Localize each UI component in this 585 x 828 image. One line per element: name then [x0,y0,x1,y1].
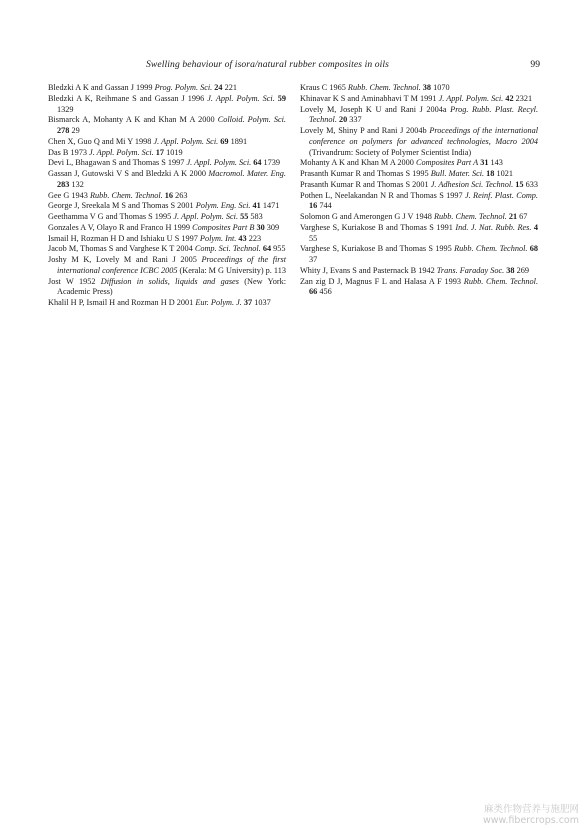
reference-booktitle: Proceedings of the first international conference ICBC 2005 [57,255,287,275]
reference-volume: 4 [533,222,539,232]
reference-pages: 132 [71,179,84,189]
reference-pages: 1739 [263,158,281,168]
reference-pages: 1471 [262,201,280,211]
watermark-text: 麻类作物营养与施肥网 [483,804,579,815]
reference-volume: 64 [262,244,272,254]
reference-pages: 744 [319,201,332,211]
reference-journal: J. Appl. Polym. Sci. [438,93,504,103]
watermark-url: www.fibercrops.com [482,815,579,826]
reference-item [48,191,286,202]
reference-journal: Composites Part A [415,158,479,168]
reference-pages: 269 [516,265,529,275]
reference-journal: Rubb. Chem. Technol. [89,190,163,200]
reference-item [48,148,286,159]
reference-item [300,169,538,180]
reference-authors: Prasanth Kumar R and Thomas S 2001 [300,179,429,189]
reference-volume: 38 [506,265,515,275]
reference-item [300,277,538,299]
reference-volume: 41 [252,201,261,211]
reference-journal: Trans. Faraday Soc. [436,265,505,275]
reference-journal: Rubb. Chem. Technol. [434,212,507,221]
reference-authors: Solomon G and Amerongen G J V 1948 [300,212,432,221]
reference-pages: 337 [349,115,362,125]
reference-booktitle: Proceedings of the international conference on polymers for advanced technologies, Macro 2004 [309,126,538,146]
reference-item [48,94,286,116]
reference-item [48,169,286,191]
reference-item [48,277,286,299]
reference-journal: J. Appl. Polym. Sci. [186,158,252,168]
reference-pages: 583 [250,212,263,221]
reference-publisher: (Trivandrum: Society of Polymer Scientist India) [309,147,472,157]
reference-volume: 283 [57,179,70,189]
reference-authors: Pothen L, Neelakandan N R and Thomas S 1997 [300,190,463,200]
reference-item [300,244,538,266]
reference-item [48,115,286,137]
reference-authors: Zan zig D J, Magnus F L and Halasa A F 1993 [300,276,462,286]
reference-volume: 68 [529,244,539,254]
reference-volume: 21 [508,212,518,221]
reference-pages: 263 [175,190,188,200]
reference-authors: Bledzki A K and Gassan J 1999 [48,83,153,92]
reference-authors: Gonzales A V, Olayo R and Franco H 1999 [48,222,190,232]
reference-publisher: (New York: Academic Press) [57,276,286,297]
reference-pages: 456 [319,287,332,297]
reference-volume: 15 [515,179,524,189]
reference-volume: 20 [338,115,348,125]
reference-item [48,298,286,309]
reference-journal: J. Appl. Polym. Sci. [207,93,275,103]
reference-volume: 18 [486,169,495,178]
reference-volume: 278 [57,126,70,135]
reference-journal: J. Appl. Polym. Sci. [153,136,219,146]
reference-authors: Bismarck A, Mohanty A K and Khan M A 2000 [48,115,215,125]
reference-authors: Jacob M, Thomas S and Varghese K T 2004 [48,244,193,254]
reference-journal: Prog. Rubb. Plast. Recyl. Technol. [309,104,539,125]
references-right-column [300,83,538,298]
reference-authors: George J, Sreekala M S and Thomas S 2001 [48,201,194,211]
reference-journal: Eur. Polym. J. [195,298,242,307]
reference-journal: J. Appl. Polym. Sci. [173,212,239,221]
reference-pages: 1019 [166,147,183,157]
reference-item [48,137,286,148]
reference-item [48,244,286,255]
reference-journal: Rubb. Chem. Technol. [454,244,528,254]
reference-authors: Geethamma V G and Thomas S 1995 [48,212,172,221]
reference-authors: Khinavar K S and Aminabhavi T M 1991 [300,93,437,103]
reference-journal: Rubb. Chem. Technol. [463,276,539,286]
running-title: Swelling behaviour of isora/natural rubber composites in oils [146,59,390,70]
reference-pages: 67 [519,212,528,221]
reference-authors: Devi L, Bhagawan S and Thomas S 1997 [48,158,185,168]
reference-authors: Varghese S, Kuriakose B and Thomas S 1995 [300,244,452,254]
reference-item [300,83,538,94]
reference-journal: J. Adhesion Sci. Technol. [430,179,514,189]
reference-journal: Polym. Int. [199,233,237,243]
reference-journal: Colloid. Polym. Sci. [217,115,286,125]
reference-journal: Polym. Eng. Sci. [195,201,251,211]
reference-item [48,212,286,223]
reference-item [300,158,538,169]
reference-journal: Bull. Mater. Sci. [430,169,485,178]
page-number: 99 [530,59,540,70]
reference-booktitle: Diffusion in solids, liquids and gases [100,276,239,286]
references-left-column [48,83,286,309]
reference-authors: Gee G 1943 [48,190,88,200]
reference-item [48,83,286,94]
reference-authors: Ismail H, Rozman H D and Ishiaku U S 1997 [48,233,198,243]
reference-volume: 16 [164,190,174,200]
reference-pages: 1021 [496,169,513,178]
reference-item [300,191,538,213]
reference-authors: Lovely M, Joseph K U and Rani J 2004a [300,104,447,114]
reference-authors: Joshy M K, Lovely M and Rani J 2005 [48,255,197,264]
reference-pages: 143 [490,158,503,168]
reference-pages: 55 [309,233,318,243]
reference-item [300,94,538,105]
reference-journal: Macromol. Mater. Eng. [208,169,286,178]
reference-pages: 2321 [515,93,533,103]
reference-authors: Das B 1973 [48,147,87,157]
reference-volume: 16 [309,201,318,211]
reference-authors: Chen X, Guo Q and Mi Y 1998 [48,136,152,146]
watermark [483,804,579,826]
reference-volume: 17 [155,147,165,157]
reference-item [48,201,286,212]
reference-journal: Ind. J. Nat. Rubb. Res. [455,222,532,232]
reference-authors: Varghese S, Kuriakose B and Thomas S 1991 [300,222,453,232]
reference-publisher: (Kerala: M G University) p. 113 [179,265,286,275]
reference-pages: 221 [224,83,237,92]
reference-pages: 1329 [57,104,74,114]
reference-volume: 42 [505,93,514,103]
reference-pages: 29 [71,126,80,135]
reference-item [48,223,286,234]
reference-item [300,266,538,277]
reference-volume: 30 [256,222,265,232]
reference-pages: 955 [273,244,286,254]
reference-volume: 69 [220,136,229,146]
reference-authors: Prasanth Kumar R and Thomas S 1995 [300,169,429,178]
reference-volume: 24 [214,83,223,92]
reference-volume: 59 [277,93,287,103]
reference-item [300,223,538,245]
reference-pages: 1070 [433,83,450,92]
reference-item [300,180,538,191]
reference-journal: J. Reinf. Plast. Comp. [465,190,538,200]
reference-pages: 633 [525,179,538,189]
reference-journal: J. Appl. Polym. Sci. [89,147,154,157]
reference-authors: Whity J, Evans S and Pasternack B 1942 [300,265,435,275]
reference-authors: Gassan J, Gutowski V S and Bledzki A K 2000 [48,169,207,178]
reference-pages: 1891 [230,136,248,146]
reference-journal: Rubb. Chem. Technol. [347,83,421,92]
reference-pages: 223 [248,233,262,243]
reference-authors: Bledzki A K, Reihmane S and Gassan J 1996 [48,93,205,103]
reference-authors: Jost W 1952 [48,276,96,286]
reference-item [300,105,538,127]
reference-item [300,126,538,158]
page-header [48,58,540,72]
reference-volume: 37 [243,298,253,307]
reference-journal: Composites Part B [192,222,255,232]
reference-authors: Mohanty A K and Khan M A 2000 [300,158,414,168]
reference-item [48,255,286,277]
reference-authors: Kraus C 1965 [300,83,346,92]
reference-journal: Prog. Polym. Sci. [154,83,213,92]
reference-item [300,212,538,223]
reference-pages: 309 [266,222,280,232]
reference-pages: 37 [309,255,318,264]
reference-volume: 43 [238,233,247,243]
reference-volume: 66 [309,287,318,297]
reference-journal: Comp. Sci. Technol. [194,244,261,254]
reference-volume: 31 [480,158,489,168]
reference-item [48,234,286,245]
reference-volume: 64 [253,158,262,168]
reference-authors: Lovely M, Shiny P and Rani J 2004b [300,126,427,135]
reference-pages: 1037 [254,298,271,307]
reference-volume: 38 [422,83,432,92]
reference-authors: Khalil H P, Ismail H and Rozman H D 2001 [48,298,194,307]
reference-volume: 55 [240,212,249,221]
reference-item [48,158,286,169]
